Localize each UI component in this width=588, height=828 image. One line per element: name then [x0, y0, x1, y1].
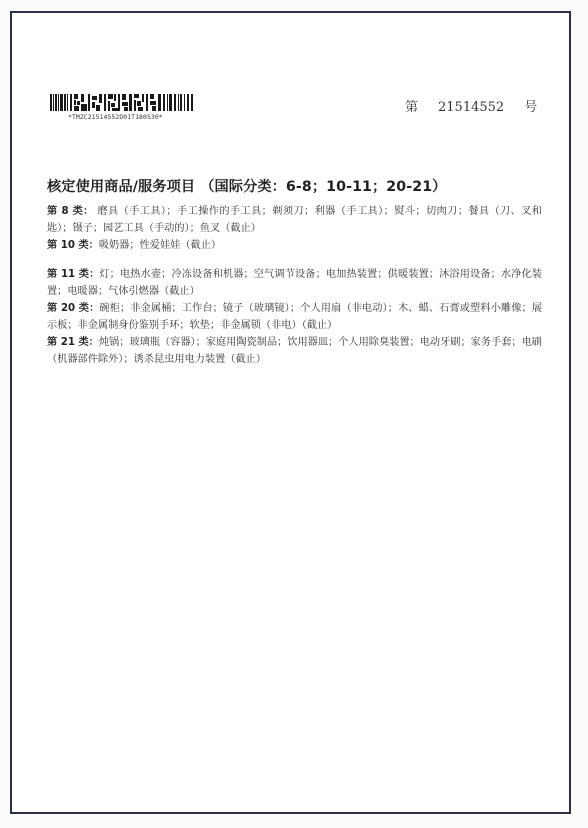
- class-goods: 吸奶器；性爱娃娃（截止）: [98, 240, 222, 251]
- class-goods: 灯；电热水壶；冷冻设备和机器；空气调节设备；电加热装置；供暖装置；沐浴用设备；水净化装置；电暖器；气体引燃器（截止）: [47, 269, 542, 297]
- registration-number: [405, 96, 537, 115]
- reg-prefix: 第: [405, 100, 419, 115]
- class-label: 第 11 类：: [47, 269, 100, 280]
- barcode-text: *TMZC21514552D01T180530*: [68, 113, 163, 121]
- class-goods: 炖锅；玻璃瓶（容器）；家庭用陶瓷制品；饮用器皿；个人用除臭装置；电动牙刷；家务手套；电刷（机器部件除外）；诱杀昆虫用电力装置（截止）: [47, 337, 542, 365]
- barcode-icon: [50, 94, 194, 111]
- page-title: 核定使用商品/服务项目 （国际分类：6-8；10-11；20-21）: [47, 179, 447, 195]
- class-11-item: [47, 266, 542, 300]
- class-21-item: [47, 334, 542, 368]
- class-20-item: [47, 300, 542, 334]
- class-label: 第 10 类：: [47, 240, 99, 251]
- reg-suffix: 号: [524, 100, 538, 115]
- class-goods: 磨具（手工具）；手工操作的手工具；剃须刀；利器（手工具）；熨斗；切肉刀；餐具（刀、叉和匙）；镊子；园艺工具（手动的）；鱼叉（截止）: [47, 206, 542, 234]
- page-border: [10, 11, 571, 814]
- class-10-item: [47, 237, 542, 254]
- class-goods: 碗柜；非金属桶；工作台；镜子（玻璃镜）；个人用扇（非电动）；木、蜡、石膏或塑料小雕像；展示板；非金属制身份鉴别手环；软垫；非金属锁（非电）（截止）: [47, 303, 542, 331]
- barcode-block: [50, 94, 200, 121]
- reg-number: 21514552: [438, 100, 505, 115]
- class-label: 第 21 类：: [47, 337, 99, 348]
- class-label: 第 20 类：: [47, 303, 100, 314]
- class-label: 第 8 类：: [47, 206, 94, 217]
- goods-list: [47, 203, 542, 368]
- class-8-item: [47, 203, 542, 237]
